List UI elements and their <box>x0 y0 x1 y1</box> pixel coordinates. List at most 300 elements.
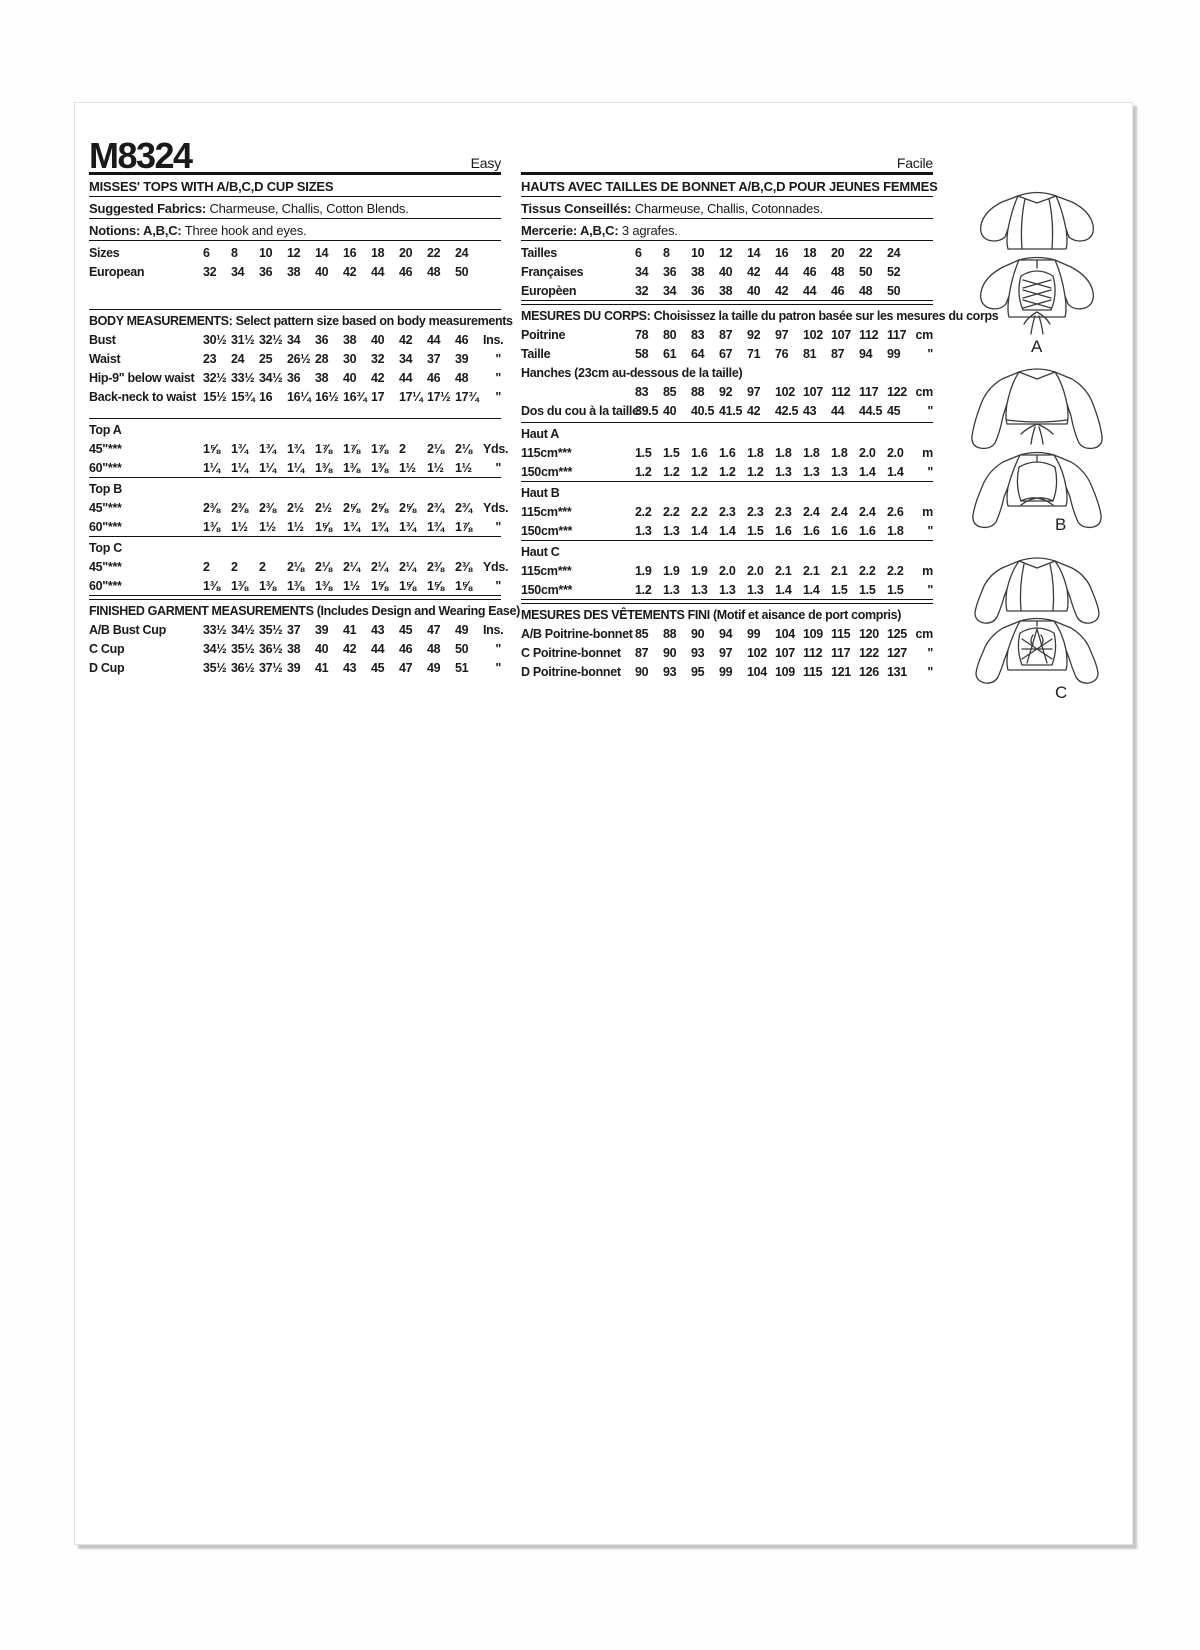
measurement-cell: 30 <box>343 351 357 366</box>
measurement-cell: 36 <box>259 264 273 279</box>
measurement-cell: 46 <box>399 264 413 279</box>
measurement-cell: 1.9 <box>691 563 708 578</box>
section-title: Haut A <box>521 427 560 441</box>
top-b-front-illustration <box>947 364 1127 456</box>
unit-cell: m <box>922 445 933 460</box>
measurement-cell: 122 <box>887 384 907 399</box>
measurement-cell: 34 <box>399 351 413 366</box>
measurement-cell: 1.6 <box>719 445 736 460</box>
measurement-cell: 2⅜ <box>231 500 248 515</box>
unit-cell: " <box>927 664 933 679</box>
table-row <box>89 368 501 387</box>
table-row <box>521 662 933 681</box>
measurement-cell: 49 <box>455 622 469 637</box>
measurement-cell: 83 <box>635 384 649 399</box>
measurement-cell: 2.0 <box>887 445 904 460</box>
measurement-cell: 24 <box>455 245 469 260</box>
tissus-label: Tissus Conseillés: <box>521 201 632 216</box>
mesures-vetements-header: MESURES DES VÊTEMENTS FINI (Motif et aisance de port compris) <box>521 608 902 622</box>
measurement-cell: 1¼ <box>287 460 304 475</box>
measurement-cell: 1.9 <box>663 563 680 578</box>
measurement-cell: 44 <box>775 264 789 279</box>
french-column <box>521 139 999 681</box>
measurement-cell: 107 <box>831 327 851 342</box>
measurement-cell: 120 <box>859 626 879 641</box>
section-title: Top B <box>89 482 122 496</box>
measurement-cell: 107 <box>803 384 823 399</box>
measurement-cell: 34 <box>663 283 677 298</box>
measurement-cell: 38 <box>343 332 357 347</box>
measurement-cell: 2.4 <box>803 504 820 519</box>
measurement-cell: 94 <box>719 626 733 641</box>
measurement-cell: 2⅝ <box>343 500 360 515</box>
measurement-cell: 121 <box>831 664 851 679</box>
tissus-line <box>521 197 933 219</box>
measurement-cell: 42 <box>747 403 761 418</box>
measurement-cell: 99 <box>719 664 733 679</box>
measurement-cell: 1.4 <box>719 523 736 538</box>
suggested-fabrics-line <box>89 197 501 219</box>
measurement-cell: 1.3 <box>747 582 764 597</box>
measurement-cell: 94 <box>859 346 873 361</box>
measurement-cell: 2.3 <box>719 504 736 519</box>
measurement-cell: 48 <box>859 283 873 298</box>
measurement-cell: 1⅜ <box>315 460 332 475</box>
measurement-cell: 17 <box>371 389 385 404</box>
measurement-cell: 1⅜ <box>315 578 332 593</box>
measurement-cell: 45 <box>399 622 413 637</box>
measurement-cell: 1.4 <box>859 464 876 479</box>
divider <box>89 418 501 419</box>
measurement-cell: 36 <box>691 283 705 298</box>
measurement-cell: 87 <box>635 645 649 660</box>
measurement-cell: 6 <box>635 245 642 260</box>
measurement-cell: 1.4 <box>803 582 820 597</box>
measurement-cell: 34½ <box>203 641 227 656</box>
measurement-cell: 10 <box>259 245 273 260</box>
body-measurements-header: BODY MEASUREMENTS: Select pattern size based on body measurements <box>89 314 513 328</box>
measurement-cell: 33½ <box>231 370 255 385</box>
row-label: Bust <box>89 332 116 347</box>
measurement-cell: 2.2 <box>887 563 904 578</box>
measurement-cell: 1.5 <box>663 445 680 460</box>
table-row <box>521 243 933 262</box>
measurement-cell: 109 <box>775 664 795 679</box>
unit-cell: " <box>495 389 501 404</box>
table-row <box>89 387 501 406</box>
measurement-cell: 1⅝ <box>315 519 332 534</box>
measurement-cell: 44.5 <box>859 403 883 418</box>
row-label: 115cm*** <box>521 563 572 578</box>
row-label: Waist <box>89 351 121 366</box>
table-row <box>521 281 933 300</box>
top-c-back-illustration <box>947 615 1127 699</box>
measurement-cell: 112 <box>859 327 879 342</box>
measurement-cell: 87 <box>719 327 733 342</box>
measurement-cell: 35½ <box>203 660 227 675</box>
measurement-cell: 44 <box>399 370 413 385</box>
unit-cell: " <box>927 464 933 479</box>
measurement-cell: 42 <box>343 641 357 656</box>
measurement-cell: 47 <box>427 622 441 637</box>
measurement-cell: 36½ <box>259 641 283 656</box>
measurement-cell: 1.2 <box>663 464 680 479</box>
measurement-cell: 1.8 <box>775 445 792 460</box>
measurement-cell: 104 <box>747 664 767 679</box>
measurement-cell: 1.5 <box>635 445 652 460</box>
unit-cell: Yds. <box>483 559 509 574</box>
french-finished-table <box>521 624 933 681</box>
row-label: 60"*** <box>89 460 122 475</box>
finished-measurements-header: FINISHED GARMENT MEASUREMENTS (Includes Design and Wearing Ease) <box>89 604 520 618</box>
section-title: Top A <box>89 423 122 437</box>
measurement-cell: 99 <box>887 346 901 361</box>
measurement-cell: 2.0 <box>747 563 764 578</box>
measurement-cell: 1¾ <box>427 519 444 534</box>
table-row <box>521 502 933 521</box>
measurement-cell: 34½ <box>231 622 255 637</box>
measurement-cell: 42 <box>371 370 385 385</box>
measurement-cell: 2¾ <box>427 500 444 515</box>
measurement-cell: 40 <box>663 403 677 418</box>
measurement-cell: 10 <box>691 245 705 260</box>
measurement-cell: 17½ <box>427 389 451 404</box>
row-label: Françaises <box>521 264 584 279</box>
measurement-cell: 14 <box>747 245 761 260</box>
measurement-cell: 115 <box>803 664 823 679</box>
measurement-cell: 46 <box>399 641 413 656</box>
measurement-cell: 33½ <box>203 622 227 637</box>
measurement-cell: 17¼ <box>399 389 423 404</box>
notions-value: Three hook and eyes. <box>181 223 307 238</box>
measurement-cell: 112 <box>831 384 851 399</box>
unit-cell: m <box>922 504 933 519</box>
measurement-cell: 22 <box>427 245 441 260</box>
notions-line <box>89 219 501 241</box>
measurement-cell: 23 <box>203 351 217 366</box>
measurement-cell: 1¾ <box>399 519 416 534</box>
measurement-cell: 1½ <box>399 460 416 475</box>
measurement-cell: 2.3 <box>775 504 792 519</box>
divider <box>521 540 933 541</box>
measurement-cell: 40 <box>747 283 761 298</box>
table-row <box>89 557 509 576</box>
measurement-cell: 17¾ <box>455 389 479 404</box>
view-a-label: A <box>1031 337 1043 356</box>
measurement-cell: 2⅛ <box>455 441 472 456</box>
measurement-cell: 1⅝ <box>203 441 220 456</box>
measurement-cell: 16¾ <box>343 389 367 404</box>
measurement-cell: 39.5 <box>635 403 659 418</box>
unit-cell: " <box>927 403 933 418</box>
english-finished-table <box>89 620 504 677</box>
measurement-cell: 47 <box>399 660 413 675</box>
row-label: Europèen <box>521 283 577 298</box>
measurement-cell: 51 <box>455 660 469 675</box>
row-label: Poitrine <box>521 327 566 342</box>
measurement-cell: 2¾ <box>455 500 472 515</box>
measurement-cell: 2.3 <box>747 504 764 519</box>
measurement-cell: 1½ <box>343 578 360 593</box>
measurement-cell: 1⅝ <box>371 578 388 593</box>
measurement-cell: 14 <box>315 245 329 260</box>
measurement-cell: 50 <box>455 264 469 279</box>
measurement-cell: 44 <box>803 283 817 298</box>
table-row <box>89 349 501 368</box>
divider <box>521 422 933 423</box>
measurement-cell: 122 <box>859 645 879 660</box>
fabrics-label: Suggested Fabrics: <box>89 201 207 216</box>
measurement-cell: 44 <box>371 264 385 279</box>
measurement-cell: 1.8 <box>831 445 848 460</box>
measurement-cell: 46 <box>427 370 441 385</box>
measurement-cell: 1½ <box>427 460 444 475</box>
measurement-cell: 38 <box>287 641 301 656</box>
measurement-cell: 61 <box>663 346 677 361</box>
table-row <box>89 620 504 639</box>
measurement-cell: 38 <box>719 283 733 298</box>
measurement-cell: 1.5 <box>859 582 876 597</box>
measurement-cell: 35½ <box>259 622 283 637</box>
measurement-cell: 1.2 <box>635 582 652 597</box>
measurement-cell: 2.1 <box>803 563 820 578</box>
measurement-cell: 92 <box>747 327 761 342</box>
measurement-cell: 2 <box>399 441 406 456</box>
fabrics-value: Charmeuse, Challis, Cotton Blends. <box>206 201 409 216</box>
measurement-cell: 2.2 <box>635 504 652 519</box>
measurement-cell: 2⅛ <box>315 559 332 574</box>
unit-cell: cm <box>915 327 933 342</box>
measurement-cell: 97 <box>747 384 761 399</box>
unit-cell: Ins. <box>483 332 504 347</box>
measurement-cell: 18 <box>371 245 385 260</box>
measurement-cell: 20 <box>831 245 845 260</box>
measurement-cell: 81 <box>803 346 817 361</box>
measurement-cell: 46 <box>831 283 845 298</box>
top-a-back-illustration <box>947 254 1127 340</box>
measurement-cell: 1.2 <box>635 464 652 479</box>
measurement-cell: 2.1 <box>831 563 848 578</box>
measurement-cell: 2.2 <box>691 504 708 519</box>
measurement-cell: 32 <box>371 351 385 366</box>
measurement-cell: 1.3 <box>691 582 708 597</box>
measurement-cell: 85 <box>663 384 677 399</box>
measurement-cell: 1⅜ <box>203 519 220 534</box>
measurement-cell: 16¼ <box>287 389 311 404</box>
measurement-cell: 1¾ <box>287 441 304 456</box>
measurement-cell: 43 <box>371 622 385 637</box>
measurement-cell: 16 <box>775 245 789 260</box>
measurement-cell: 1.6 <box>859 523 876 538</box>
measurement-cell: 1.3 <box>663 582 680 597</box>
unit-cell: " <box>495 578 501 593</box>
measurement-cell: 1⅝ <box>427 578 444 593</box>
unit-cell: " <box>927 645 933 660</box>
measurement-cell: 12 <box>719 245 733 260</box>
measurement-cell: 1¼ <box>203 460 220 475</box>
measurement-cell: 1¼ <box>231 460 248 475</box>
measurement-cell: 131 <box>887 664 907 679</box>
measurement-cell: 90 <box>635 664 649 679</box>
measurement-cell: 127 <box>887 645 907 660</box>
unit-cell: cm <box>915 626 933 641</box>
english-yardage-tables <box>89 421 509 595</box>
row-label: 150cm*** <box>521 523 573 538</box>
measurement-cell: 107 <box>775 645 795 660</box>
measurement-cell: 36 <box>315 332 329 347</box>
measurement-cell: 1.6 <box>831 523 848 538</box>
notions-label: Notions: A,B,C: <box>89 223 182 238</box>
measurement-cell: 83 <box>691 327 705 342</box>
unit-cell: " <box>927 346 933 361</box>
table-row <box>521 262 933 281</box>
measurement-cell: 2¼ <box>371 559 388 574</box>
unit-cell: " <box>927 523 933 538</box>
row-label: C Cup <box>89 641 125 656</box>
measurement-cell: 1⅞ <box>343 441 360 456</box>
row-label: Dos du cou à la taille <box>521 403 639 418</box>
table-row-full-label: Hanches (23cm au-dessous de la taille) <box>521 365 743 380</box>
measurement-cell: 2 <box>231 559 238 574</box>
measurement-cell: 71 <box>747 346 761 361</box>
row-label: 115cm*** <box>521 445 572 460</box>
pattern-envelope-back-page <box>74 102 1133 1545</box>
measurement-cell: 20 <box>399 245 413 260</box>
table-row <box>521 624 933 643</box>
measurement-cell: 32½ <box>203 370 227 385</box>
measurement-cell: 2.0 <box>719 563 736 578</box>
unit-cell: " <box>495 460 501 475</box>
spacer <box>89 406 501 418</box>
measurement-cell: 2½ <box>315 500 332 515</box>
measurement-cell: 76 <box>775 346 789 361</box>
measurement-cell: 1¾ <box>343 519 360 534</box>
row-label: 150cm*** <box>521 582 573 597</box>
measurement-cell: 15½ <box>203 389 227 404</box>
row-label: 45"*** <box>89 559 122 574</box>
measurement-cell: 42 <box>399 332 413 347</box>
english-title: MISSES' TOPS WITH A/B,C,D CUP SIZES <box>89 175 501 197</box>
measurement-cell: 44 <box>427 332 441 347</box>
measurement-cell: 44 <box>371 641 385 656</box>
measurement-cell: 1.8 <box>887 523 904 538</box>
measurement-cell: 1¾ <box>231 441 248 456</box>
french-header <box>521 139 933 175</box>
view-c-label: C <box>1055 683 1068 702</box>
unit-cell: " <box>495 351 501 366</box>
measurement-cell: 43 <box>343 660 357 675</box>
measurement-cell: 2 <box>203 559 210 574</box>
measurement-cell: 42 <box>747 264 761 279</box>
measurement-cell: 1.5 <box>887 582 904 597</box>
row-label: Taille <box>521 346 551 361</box>
measurement-cell: 25 <box>259 351 273 366</box>
measurement-cell: 18 <box>803 245 817 260</box>
measurement-cell: 34 <box>635 264 649 279</box>
measurement-cell: 1.3 <box>663 523 680 538</box>
measurement-cell: 15¾ <box>231 389 255 404</box>
measurement-cell: 48 <box>455 370 469 385</box>
measurement-cell: 34½ <box>259 370 283 385</box>
table-row <box>521 521 933 540</box>
top-b-back-illustration <box>947 449 1127 535</box>
english-body-table <box>89 330 504 406</box>
unit-cell: Yds. <box>483 500 509 515</box>
measurement-cell: 1⅝ <box>399 578 416 593</box>
french-body-table <box>521 325 933 420</box>
measurement-cell: 38 <box>691 264 705 279</box>
mercerie-label: Mercerie: A,B,C: <box>521 223 619 238</box>
measurement-cell: 2¼ <box>399 559 416 574</box>
measurement-cell: 1⅜ <box>343 460 360 475</box>
measurement-cell: 102 <box>747 645 767 660</box>
difficulty-label-fr: Facile <box>896 155 933 171</box>
unit-cell: cm <box>915 384 933 399</box>
row-label: Hip-9" below waist <box>89 370 195 385</box>
measurement-cell: 1.3 <box>775 464 792 479</box>
table-row <box>521 401 933 420</box>
measurement-cell: 2 <box>259 559 266 574</box>
measurement-cell: 41 <box>343 622 357 637</box>
measurement-cell: 52 <box>887 264 901 279</box>
measurement-cell: 36½ <box>231 660 255 675</box>
measurement-cell: 97 <box>719 645 733 660</box>
measurement-cell: 32 <box>635 283 649 298</box>
table-row <box>89 243 501 262</box>
measurement-cell: 90 <box>691 626 705 641</box>
measurement-cell: 39 <box>287 660 301 675</box>
table-row <box>89 576 501 595</box>
tissus-value: Charmeuse, Challis, Cotonnades. <box>631 201 823 216</box>
table-row <box>521 643 933 662</box>
table-row <box>89 517 501 536</box>
measurement-cell: 45 <box>887 403 901 418</box>
measurement-cell: 16 <box>259 389 273 404</box>
measurement-cell: 90 <box>663 645 677 660</box>
measurement-cell: 2⅝ <box>399 500 416 515</box>
divider <box>89 477 501 478</box>
measurement-cell: 42.5 <box>775 403 799 418</box>
measurement-cell: 2½ <box>287 500 304 515</box>
measurement-cell: 1½ <box>259 519 276 534</box>
table-row <box>521 325 933 344</box>
measurement-cell: 88 <box>691 384 705 399</box>
measurement-cell: 16 <box>343 245 357 260</box>
measurement-cell: 37 <box>287 622 301 637</box>
measurement-cell: 1.6 <box>691 445 708 460</box>
row-label: 60"*** <box>89 578 122 593</box>
divider <box>89 536 501 537</box>
measurement-cell: 12 <box>287 245 301 260</box>
measurement-cell: 26½ <box>287 351 311 366</box>
measurement-cell: 40 <box>719 264 733 279</box>
table-row <box>521 561 933 580</box>
measurement-cell: 67 <box>719 346 733 361</box>
measurement-cell: 2⅝ <box>371 500 388 515</box>
measurement-cell: 1⅜ <box>287 578 304 593</box>
measurement-cell: 37½ <box>259 660 283 675</box>
measurement-cell: 22 <box>859 245 873 260</box>
section-title: Top C <box>89 541 122 555</box>
measurement-cell: 1.2 <box>691 464 708 479</box>
english-header <box>89 135 501 176</box>
measurement-cell: 49 <box>427 660 441 675</box>
measurement-cell: 1⅜ <box>259 578 276 593</box>
measurement-cell: 40 <box>343 370 357 385</box>
measurement-cell: 1.6 <box>775 523 792 538</box>
unit-cell: m <box>922 563 933 578</box>
measurement-cell: 45 <box>371 660 385 675</box>
